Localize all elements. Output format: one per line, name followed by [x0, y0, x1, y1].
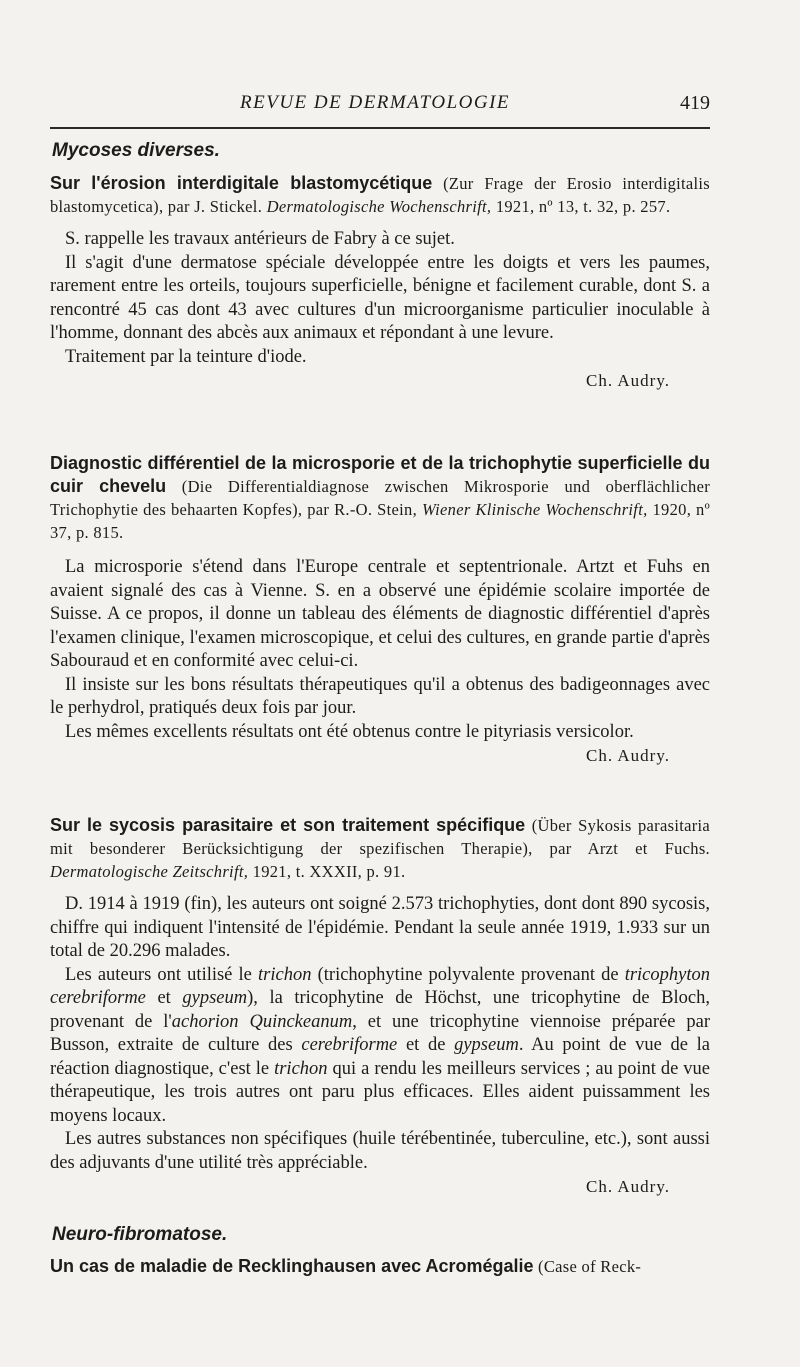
- page-number: 419: [680, 92, 710, 114]
- italic-term: trichon: [258, 964, 312, 985]
- section-heading-mycoses: Mycoses diverses.: [52, 140, 220, 161]
- journal-name: Dermatologische Wochenschrift,: [266, 197, 492, 216]
- header-rule: [50, 127, 710, 129]
- journal-name: Dermatologische Zeitschrift,: [50, 862, 249, 881]
- paragraph: Les mêmes excellents résultats ont été obtenus contre le pityriasis versicolor.: [65, 721, 634, 742]
- running-title: REVUE DE DERMATOLOGIE: [240, 92, 511, 113]
- article-title: Un cas de maladie de Recklinghausen avec Acromégalie: [50, 1256, 534, 1276]
- article-erosion: [50, 172, 710, 393]
- citation-details: 1921, nº 13, t. 32, p. 257.: [495, 197, 671, 216]
- article-reference: (Die Differentialdiagnose zwischen Mikrosporie und oberflächlicher Trichophytie des behaarten Kopfes), par R.-O. Stein,: [50, 477, 711, 519]
- article-reference: (Zur Frage der Erosio interdigitalis blastomycetica), par J. Stickel.: [50, 174, 711, 216]
- article-header: [50, 1255, 710, 1278]
- article-recklinghausen: [50, 1255, 710, 1278]
- paragraph: Les autres substances non spécifiques (huile térébentinée, tuberculine, etc.), sont aussi des adjuvants d'une utilité très appréciable.: [50, 1129, 710, 1173]
- paragraph: Il s'agit d'une dermatose spéciale développée entre les doigts et vers les paumes, rarement entre les orteils, toujours superficielle, bénigne et facilement curable, dont S. a rencontré 45 cas dont 43 avec cultures d'un microorganisme particulier inoculable à l'homme, donnant des abcès aux animaux et répondant à une levure.: [50, 252, 710, 343]
- signature: Ch. Audry.: [586, 1177, 670, 1196]
- paragraph: [50, 964, 710, 1129]
- paragraph: Il insiste sur les bons résultats thérapeutiques qu'il a obtenus des badigeonnages avec le perhydrol, pratiqués deux fois par jour.: [50, 674, 710, 718]
- article-header: [50, 814, 710, 883]
- article-sycosis: [50, 814, 710, 1199]
- italic-term: gypseum: [454, 1035, 519, 1055]
- text-run: qui a rendu les meilleurs services ; au point de vue thérapeutique, les trois autres ont paru plus efficaces. Elles aident puissamment les moyens locaux.: [50, 1058, 711, 1126]
- text-run: et de: [397, 1035, 455, 1055]
- paragraph: Traitement par la teinture d'iode.: [65, 346, 307, 367]
- text-run: , et une tricophytine viennoise préparée par Busson, extraite de culture des: [50, 1011, 710, 1055]
- paragraph: D. 1914 à 1919 (fin), les auteurs ont soigné 2.573 trichophyties, dont dont 890 sycosis, chiffre qui indiquent l'intensité de l'épidémie. Pendant la seule année 1919, 1.933 sur un total de 20.296 malades.: [50, 894, 710, 961]
- text-run: Les auteurs ont utilisé le: [65, 964, 259, 985]
- page-header: [50, 92, 710, 122]
- signature: Ch. Audry.: [586, 371, 670, 390]
- italic-term: cerebriforme: [301, 1035, 398, 1055]
- article-reference: (Über Sykosis parasitaria mit besonderer Berücksichtigung der spezifischen Therapie), par Arzt et Fuchs.: [50, 816, 711, 858]
- journal-name: Wiener Klinische Wochenschrift,: [422, 500, 648, 519]
- article-header: [50, 452, 710, 544]
- article-microsporie: [50, 452, 710, 768]
- paragraph: S. rappelle les travaux antérieurs de Fabry à ce sujet.: [65, 229, 455, 249]
- italic-term: tricophyton cerebriforme: [50, 964, 710, 1008]
- italic-term: trichon: [274, 1058, 328, 1079]
- text-run: et: [145, 988, 183, 1008]
- text-run: (trichophytine polyvalente provenant de: [311, 964, 625, 985]
- signature: Ch. Audry.: [586, 746, 670, 765]
- citation-details: 1921, t. XXXII, p. 91.: [252, 862, 406, 881]
- article-title: Sur le sycosis parasitaire et son traitement spécifique: [50, 815, 526, 835]
- text-run: ), la tricophytine de Höchst, une tricophytine de Bloch, provenant de l': [50, 988, 710, 1032]
- section-heading-neuro: Neuro-fibromatose.: [52, 1224, 228, 1245]
- citation-details: 1920, nº 37, p. 815.: [50, 500, 710, 542]
- text-run: . Au point de vue de la réaction diagnostique, c'est le: [50, 1035, 711, 1079]
- article-title: Diagnostic différentiel de la microsporie et de la trichophytie superficielle du cuir chevelu: [50, 453, 710, 496]
- article-reference: (Case of Reck-: [538, 1257, 642, 1276]
- article-header: [50, 172, 710, 218]
- italic-term: gypseum: [182, 988, 248, 1008]
- article-title: Sur l'érosion interdigitale blastomycétique: [50, 173, 433, 193]
- italic-term: achorion Quinckeanum: [171, 1011, 353, 1032]
- paragraph: La microsporie s'étend dans l'Europe centrale et septentrionale. Artzt et Fuhs en avaient signalé des cas à Vienne. S. en a observé une épidémie scolaire importée de Suisse. A ce propos, il donne un tableau des éléments de diagnostic différentiel d'après l'examen clinique, l'examen microscopique, et celui des cultures, en grande partie d'après Sabouraud et en conformité avec celui-ci.: [50, 557, 710, 671]
